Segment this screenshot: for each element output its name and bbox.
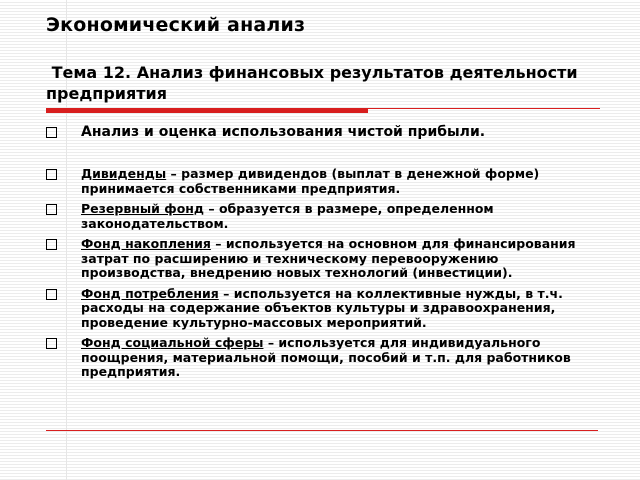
title-underline-thick (46, 108, 368, 113)
square-bullet-icon (46, 204, 57, 215)
list-item-dividends (46, 167, 606, 196)
term-label: Фонд социальной сферы (81, 335, 264, 350)
bottom-divider (46, 430, 598, 431)
page-title: Экономический анализ (46, 14, 306, 36)
square-bullet-icon (46, 289, 57, 300)
term-description: – размер дивидендов (выплат в денежной форме) принимается собственниками предприятия. (81, 166, 540, 196)
list-item-heading (46, 124, 606, 140)
term-label: Резервный фонд (81, 201, 205, 216)
list-item-consumption-fund (46, 287, 606, 331)
square-bullet-icon (46, 239, 57, 250)
square-bullet-icon (46, 127, 57, 138)
content-list (46, 124, 606, 386)
square-bullet-icon (46, 169, 57, 180)
list-item-social-fund (46, 336, 606, 380)
topic-title: Тема 12. Анализ финансовых результатов деятельности предприятия (46, 63, 584, 103)
title-underline-thin (368, 108, 600, 109)
term-description: – используется на коллективные нужды, в т.ч. расходы на содержание объектов культуры и здравоохранения, проведение культурно-массовых мероприятий. (81, 285, 563, 330)
square-bullet-icon (46, 338, 57, 349)
term-label: Фонд накопления (81, 236, 211, 251)
term-description: – образуется в размере, определенном законодательством. (81, 201, 494, 231)
term-label: Фонд потребления (81, 285, 219, 301)
heading-text: Анализ и оценка использования чистой прибыли. (81, 124, 486, 140)
term-description: – используется на основном для финансирования затрат по расширению и техническому перевооружению производства, внедрению новых технологий (инвестиции). (81, 236, 576, 280)
list-item-reserve-fund (46, 202, 606, 231)
term-label: Дивиденды (81, 166, 167, 181)
list-item-accumulation-fund (46, 237, 606, 281)
term-description: – используется для индивидуального поощрения, материальной помощи, пособий и т.п. для работников предприятия. (81, 335, 571, 379)
